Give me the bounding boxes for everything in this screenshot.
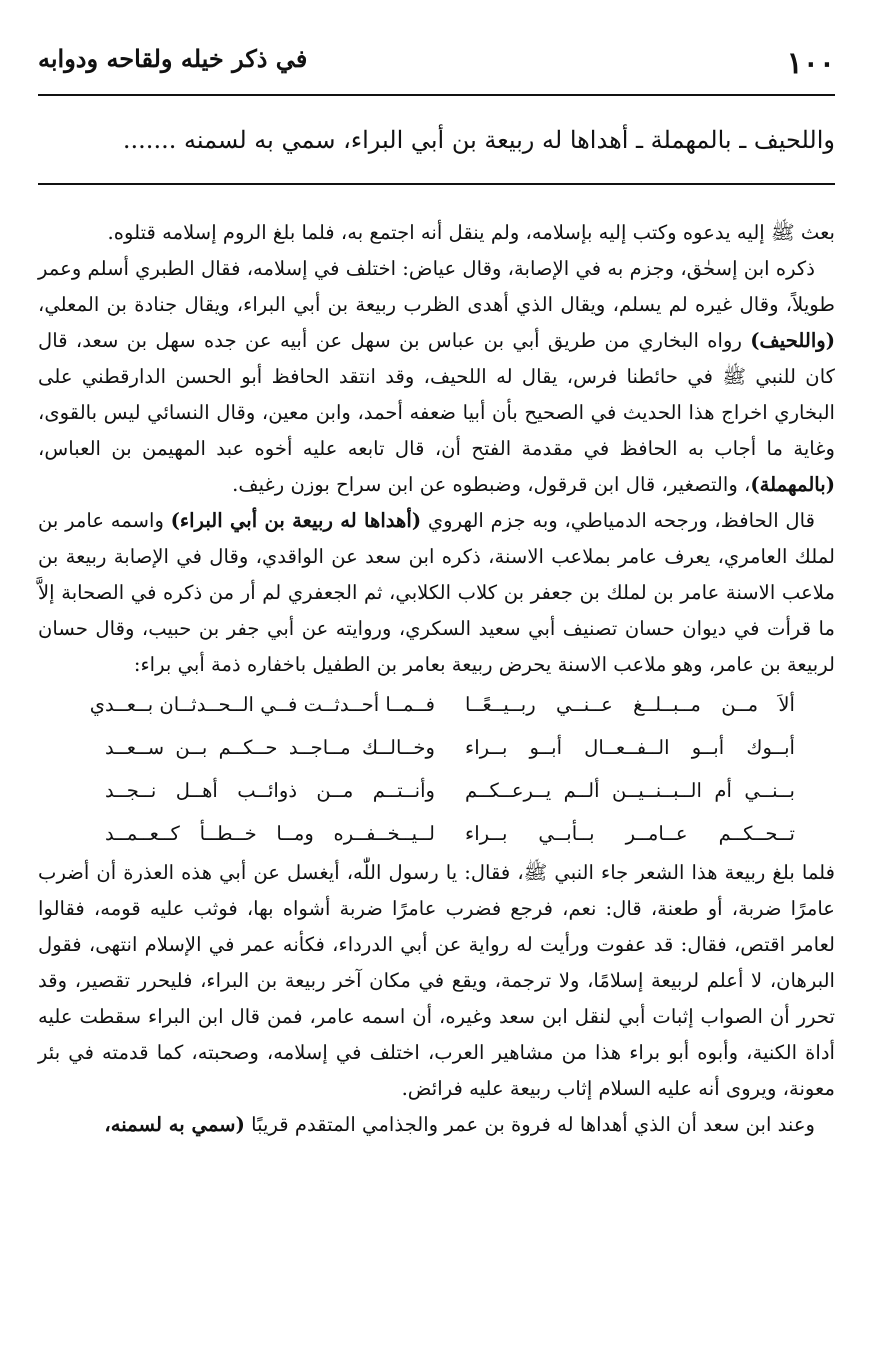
bottom-rule	[38, 183, 835, 185]
paragraph-2	[38, 251, 835, 503]
running-title: في ذكر خيله ولقاحه ودوابه	[38, 44, 308, 73]
verse-second-hemistich: وخــالــك مــاجــد حــكــم بــن ســعــد	[105, 735, 435, 759]
paragraph-3-text-a: قال الحافظ، ورجحه الدمياطي، وبه جزم الهروي	[421, 509, 815, 532]
verse-second-hemistich: لــيــخــفــره ومــا خــطــأ كــعــمــد	[105, 821, 435, 845]
poem-verse	[38, 726, 835, 769]
poem-verse	[38, 769, 835, 812]
paragraph-2-text-b: رواه البخاري من طريق أبي بن عباس بن سهل عن أبيه عن جده سهل بن سعد، قال كان للنبي ﷺ في حائطنا فرس، يقال له اللحيف، وقد انتقد الحافظ أبو الحسن الدارقطني على البخاري اخراج هذا الحديث في الصحيح بأن أبيا ضعفه أحمد، وابن معين، وقال النسائي ليس بالقوى، وغاية ما أجاب به الحافظ في مقدمة الفتح أن، قال تابعه عليه أخوه عبد المهيمن بن العباس،	[38, 329, 835, 460]
bold-term-ahdaha: (أهداها له ربيعة بن أبي البراء)	[170, 509, 422, 532]
bold-term-bilmuhmala: (بالمهملة)	[750, 473, 835, 496]
poem-verse	[38, 812, 835, 855]
verse-first-hemistich: أبــوك أبــو الــفــعــال أبــو بــراء	[465, 735, 795, 759]
paragraph-5-text-a: وعند ابن سعد أن الذي أهداها له فروة بن عمر والجذامي المتقدم قريبًا	[244, 1113, 815, 1136]
paragraph-3	[38, 503, 835, 683]
poem	[38, 683, 835, 855]
paragraph-5	[38, 1107, 835, 1143]
verse-first-hemistich: ألاَ مــن مــبــلــغ عــنــي ربــيــعًــا	[465, 692, 795, 716]
paragraph-2-text-c: ، والتصغير، قال ابن قرقول، وضبطوه عن ابن سراح بوزن رغيف.	[232, 473, 751, 496]
bold-term-allahif: (واللحيف)	[750, 329, 835, 352]
top-rule	[38, 94, 835, 96]
paragraph-3-text-b: واسمه عامر بن لملك العامري، يعرف عامر بملاعب الاسنة، ذكره ابن سعد عن الواقدي، وقال في الإصابة ربيعة بن ملاعب الاسنة عامر بن لملك بن جعفر بن كلاب الكلابي، ثم الجعفري لم أر من ذكره في الصحابة إلاَّ ما قرأت في ديوان حسان تصنيف أبي سعيد السكري، وروايته عن أبي جفر بن حبيب، وقال حسان لربيعة بن عامر، وهو ملاعب الاسنة يحرض ربيعة بعامر بن الطفيل باخفاره ذمة أبي براء:	[38, 509, 835, 676]
paragraph-2-text-a: ذكره ابن إسحٰق، وجزم به في الإصابة، وقال عياض: اختلف في إسلامه، فقال الطبري أسلم وعمر طويلاً، وقال غيره لم يسلم، ويقال الذي أهدى الظرب ربيعة بن أبي البراء، ويقال جنادة بن المعلي،	[38, 257, 835, 316]
commentary-body	[38, 215, 835, 1143]
poem-verse	[38, 683, 835, 726]
matn-text: واللحيف ـ بالمهملة ـ أهداها له ربيعة بن أبي البراء، سمي به لسمنه .......	[122, 126, 835, 154]
page-header	[38, 38, 835, 88]
verse-first-hemistich: تــحــكــم عــامــر بــأبــي بــراء	[465, 821, 795, 845]
verse-first-hemistich: بــنــي أم الــبــنــيــن ألــم يــرعــكــم	[465, 778, 795, 802]
verse-second-hemistich: وأنــتــم مــن ذوائــب أهــل نــجــد	[105, 778, 435, 802]
page-number: ١٠٠	[786, 46, 835, 81]
paragraph-1: بعث ﷺ إليه يدعوه وكتب إليه بإسلامه، ولم ينقل أنه اجتمع به، فلما بلغ الروم إسلامه قتلوه.	[107, 221, 835, 244]
verse-second-hemistich: فــمــا أحــدثــت فــي الــحــدثــان بــعــدي	[89, 692, 435, 716]
bold-term-summiya: (سمي به لسمنه،	[104, 1113, 245, 1136]
paragraph-4: فلما بلغ ربيعة هذا الشعر جاء النبي ﷺ، فقال: يا رسول اللّٰه، أيغسل عن أبي هذه العذرة أن أضرب عامرًا ضربة، أو طعنة، قال: نعم، فرجع فضرب عامرًا ضربة أشواه بها، فوثب عليه قومه، فقالوا لعامر اقتص، فقال: قد عفوت ورأيت له رواية عن أبي الدرداء، فكأنه عمر في الإسلام انتهى، فقول البرهان، لا أعلم لربيعة إسلامًا، ولا ترجمة، ويقع في مكان آخر ربيعة بن البراء، فليحرر تقصير، وقد تحرر أن الصواب إثبات أبي لنقل ابن سعد وغيره، أن اسمه عامر، فمن قال ابن البراء سقطت عليه أداة الكنية، وأبوه أبو براء هذا من مشاهير العرب، اختلف في إسلامه، وصحبته، كما قدمته في بئر معونة، ويروى أنه عليه السلام إثاب ربيعة عليه فرائض.	[38, 861, 835, 1100]
